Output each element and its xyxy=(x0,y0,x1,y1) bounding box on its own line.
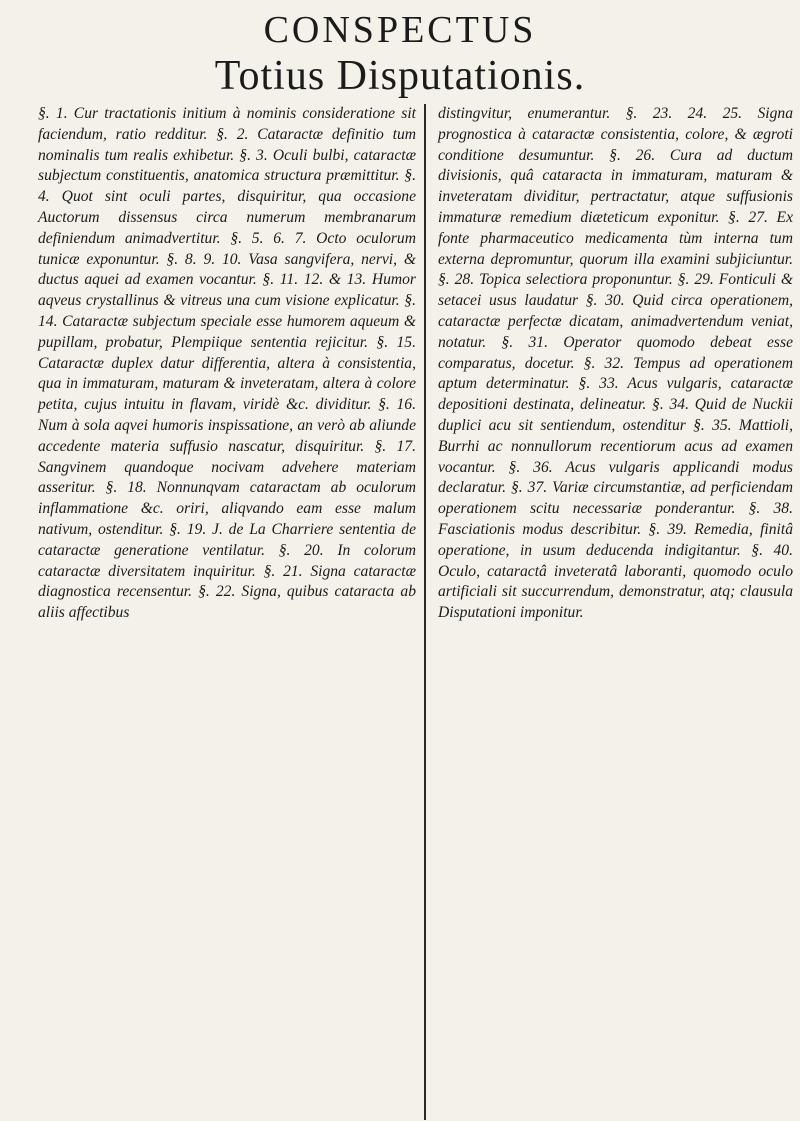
title-totius-disputationis: Totius Disputationis. xyxy=(214,53,586,99)
right-column xyxy=(438,104,793,624)
title-conspectus: CONSPECTUS xyxy=(263,9,537,51)
column-divider xyxy=(424,104,426,1120)
right-column-text: distingvitur, enumerantur. §. 23. 24. 25. Signa prognostica à cataractæ consistentia, colore, & ægroti conditione desumuntur. §. 26. Cura ad ductum divisionis, quâ cataracta in immaturam, maturam & inveteratam dividitur, pertractatur, atque suffusionis immaturæ remedium diæteticum exponitur. §. 27. Ex fonte pharmaceutico medicamenta tùm interna tum externa depromuntur, quorum illa examini subjiciuntur. §. 28. Topica selectiora proponuntur. §. 29. Fonticuli & setacei usus laudatur §. 30. Quid circa operationem, cataractæ perfectæ dicatam, animadvertendum veniat, notatur. §. 31. Operator quomodo debeat esse comparatus, docetur. §. 32. Tempus ad operationem aptum determinatur. §. 33. Acus vulgaris, cataractæ depositioni destinata, delineatur. §. 34. Quid de Nuckii duplici acu sit sentiendum, ostenditur §. 35. Mattioli, Burrhi ac nonnullorum recentiorum acus ad examen vocantur. §. 36. Acus vulgaris applicandi modus declaratur. §. 37. Variæ circumstantiæ, ad perficiendam operationem scitu necessariæ ponderantur. §. 38. Fasciationis modus describitur. §. 39. Remedia, finitâ operatione, in usum deducenda indigitantur. §. 40. Oculo, cataractâ inveteratâ laboranti, quomodo oculo artificiali sit succurrendum, demonstratur, atq; clausula Disputationi imponitur. xyxy=(438,105,793,622)
left-column-text: §. 1. Cur tractationis initium à nominis consideratione sit faciendum, ratio redditur. §. 2. Cataractæ definitio tum nominalis tum realis exhibetur. §. 3. Oculi bulbi, cataractæ subjectum constituentis, anatomica structura præmittitur. §. 4. Quot sint oculi partes, disquiritur, qua occasione Auctorum dissensus circa numerum membranarum definiendum animadvertitur. §. 5. 6. 7. Octo oculorum tunicæ exponuntur. §. 8. 9. 10. Vasa sangvifera, nervi, & ductus aquei ad examen vocantur. §. 11. 12. & 13. Humor aqveus crystallinus & vitreus una cum visione explicatur. §. 14. Cataractæ subjectum speciale esse humorem aqueum & pupillam, probatur, Plempiique sententia rejicitur. §. 15. Cataractæ duplex datur differentia, altera à consistentia, qua in immaturam, maturam & inveteratam, altera à colore petita, cujus intuitu in flavam, viridè &c. dividitur. §. 16. Num à sola aqvei humoris inspissatione, an verò ab aliunde accedente materia suffusio nascatur, disquiritur. §. 17. Sangvinem quandoque nocivam advehere materiam asseritur. §. 18. Nonnunqvam cataractam ab oculorum inflammatione &c. oriri, aliqvando eam esse malum nativum, ostenditur. §. 19. J. de La Charriere sententia de cataractæ generatione ventilatur. §. 20. In colorum cataractæ diversitatem inquiritur. §. 21. Signa cataractæ diagnostica recensentur. §. 22. Signa, quibus cataracta ab aliis affectibus xyxy=(38,105,416,622)
left-column xyxy=(38,104,416,624)
